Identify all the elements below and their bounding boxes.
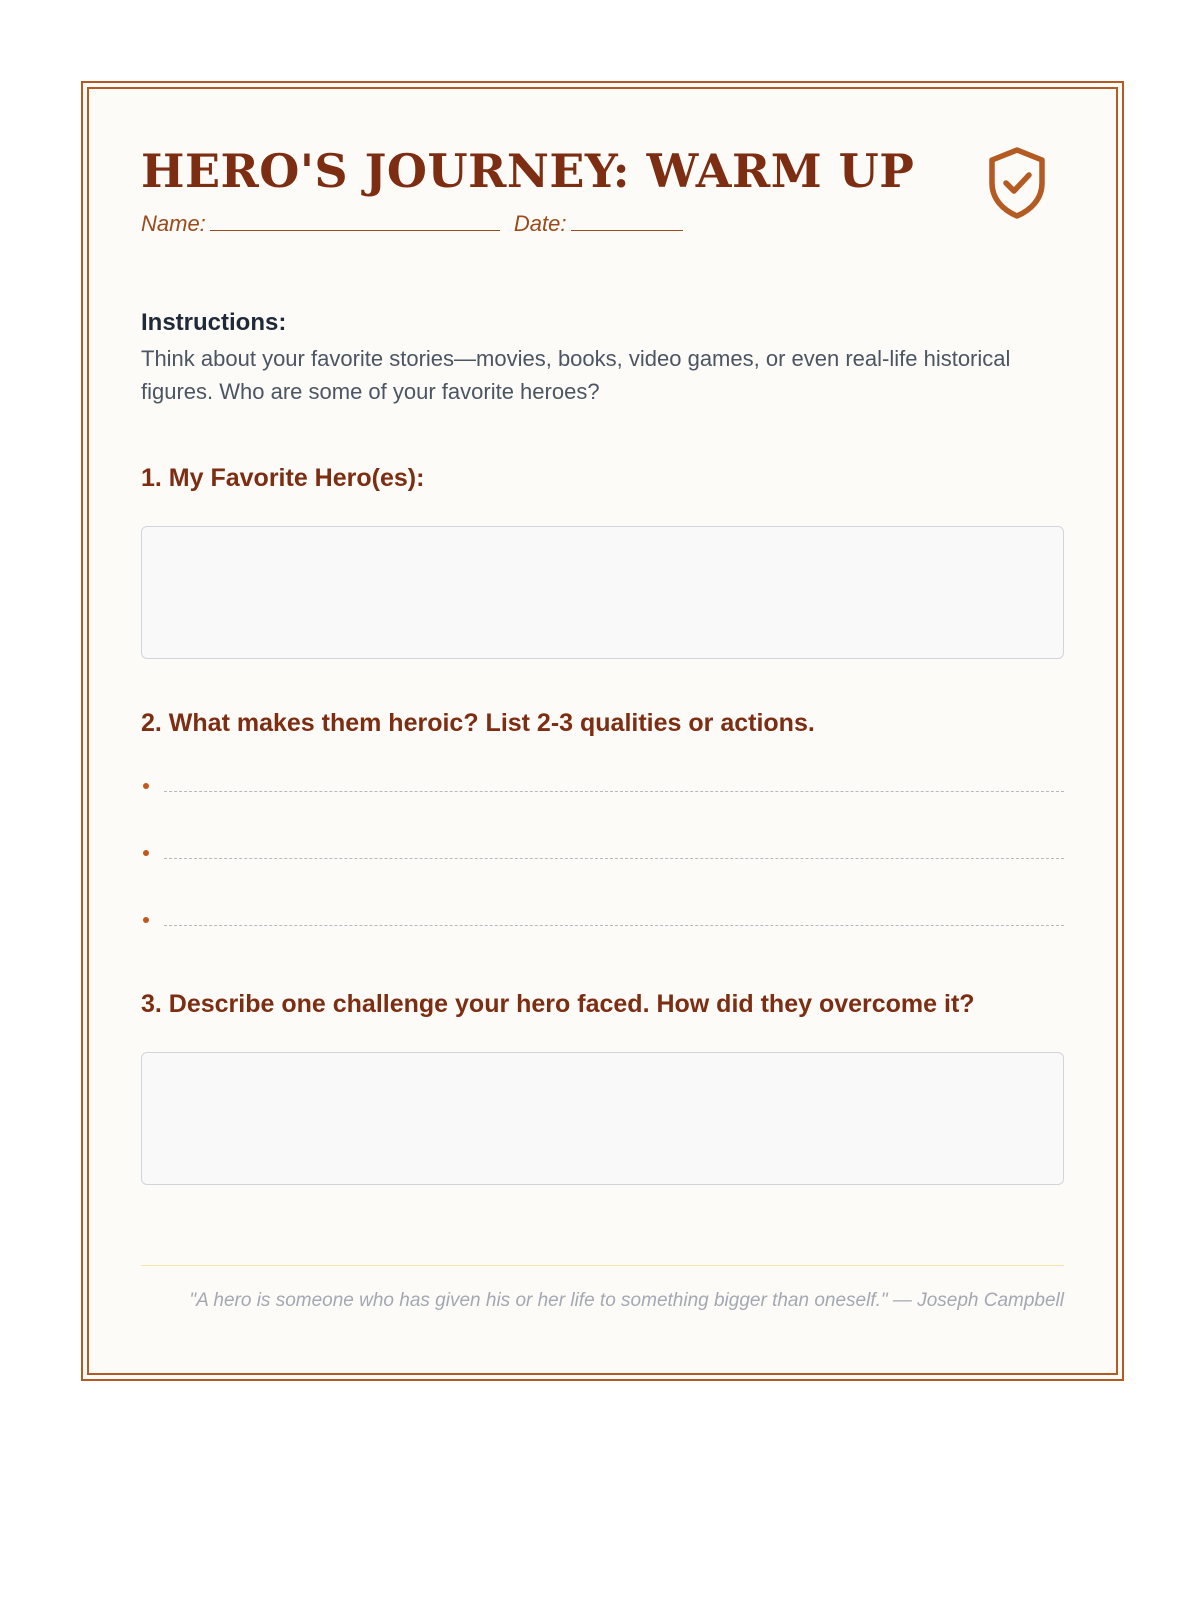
- bullet-dot: [143, 850, 149, 856]
- question-2: 2. What makes them heroic? List 2-3 qualities or actions.: [141, 709, 815, 737]
- dashed-answer-line: [164, 858, 1064, 859]
- answer-box-1[interactable]: [141, 526, 1064, 659]
- answer-box-3[interactable]: [141, 1052, 1064, 1185]
- date-label: Date:: [513, 211, 567, 236]
- name-field[interactable]: [210, 214, 500, 231]
- name-label: Name:: [141, 211, 206, 236]
- worksheet-page: [81, 81, 1124, 1381]
- bullet-dot: [143, 917, 149, 923]
- worksheet-title: HERO'S JOURNEY: WARM UP: [141, 144, 915, 198]
- bullet-line-3[interactable]: [141, 912, 1064, 932]
- instructions-text: Think about your favorite stories—movies, books, video games, or even real-life historical figures. Who are some of your favorite heroes?: [141, 346, 1011, 404]
- date-field[interactable]: [571, 214, 683, 231]
- question-1: 1. My Favorite Hero(es):: [141, 464, 425, 492]
- bullet-dot: [143, 783, 149, 789]
- footer-divider: [141, 1265, 1064, 1266]
- instructions-heading: Instructions:: [141, 309, 287, 336]
- bullet-line-1[interactable]: [141, 778, 1064, 798]
- footer-quote: "A hero is someone who has given his or her life to something bigger than oneself." — Joseph Campbell: [189, 1290, 1064, 1311]
- bullet-line-2[interactable]: [141, 845, 1064, 865]
- question-3: 3. Describe one challenge your hero faced. How did they overcome it?: [141, 990, 975, 1018]
- dashed-answer-line: [164, 791, 1064, 792]
- shield-check-icon: [985, 145, 1049, 221]
- name-date-line: [141, 211, 691, 237]
- dashed-answer-line: [164, 925, 1064, 926]
